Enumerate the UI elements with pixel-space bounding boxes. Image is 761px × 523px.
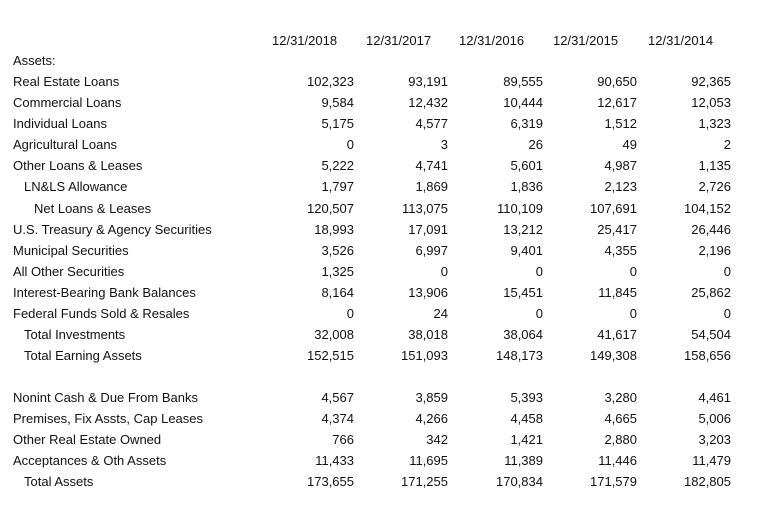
- value-cell: 0: [629, 306, 637, 321]
- value-cell: 4,741: [415, 158, 448, 173]
- value-cell: 49: [622, 137, 637, 152]
- row-label: Total Investments: [24, 327, 126, 342]
- value-cell: 92,365: [691, 74, 731, 89]
- value-cell: 4,987: [604, 158, 637, 173]
- value-cell: 1,135: [698, 158, 731, 173]
- value-cell: 5,175: [321, 116, 354, 131]
- value-cell: 152,515: [307, 348, 354, 363]
- row-label: Total Earning Assets: [24, 348, 142, 363]
- value-cell: 4,577: [415, 116, 448, 131]
- value-cell: 2,123: [604, 179, 637, 194]
- value-cell: 24: [433, 306, 448, 321]
- value-cell: 113,075: [401, 201, 448, 216]
- value-cell: 6,319: [510, 116, 543, 131]
- value-cell: 149,308: [590, 348, 637, 363]
- value-cell: 10,444: [503, 95, 543, 110]
- row-label: Real Estate Loans: [13, 74, 120, 89]
- value-cell: 11,446: [598, 453, 637, 468]
- row-label: U.S. Treasury & Agency Securities: [13, 222, 212, 237]
- value-cell: 32,008: [314, 327, 354, 342]
- row-label: Federal Funds Sold & Resales: [13, 306, 190, 321]
- value-cell: 13,212: [503, 222, 543, 237]
- value-cell: 0: [629, 264, 637, 279]
- value-cell: 182,805: [684, 474, 731, 489]
- value-cell: 11,479: [692, 453, 731, 468]
- row-label: Agricultural Loans: [13, 137, 118, 152]
- value-cell: 3: [440, 137, 448, 152]
- row-label: LN&LS Allowance: [24, 179, 128, 194]
- section-label-assets: Assets:: [13, 53, 56, 68]
- value-cell: 2: [723, 137, 731, 152]
- value-cell: 26: [528, 137, 543, 152]
- value-cell: 4,355: [604, 243, 637, 258]
- value-cell: 9,401: [510, 243, 543, 258]
- value-cell: 5,006: [698, 411, 731, 426]
- value-cell: 11,389: [504, 453, 543, 468]
- value-cell: 0: [440, 264, 448, 279]
- row-label: Premises, Fix Assts, Cap Leases: [13, 411, 204, 426]
- value-cell: 3,203: [698, 432, 731, 447]
- value-cell: 151,093: [401, 348, 448, 363]
- value-cell: 1,325: [321, 264, 354, 279]
- value-cell: 54,504: [691, 327, 731, 342]
- value-cell: 25,862: [691, 285, 731, 300]
- column-header-2015: 12/31/2015: [553, 33, 619, 48]
- value-cell: 4,567: [321, 390, 354, 405]
- value-cell: 1,421: [510, 432, 543, 447]
- value-cell: 1,323: [698, 116, 731, 131]
- value-cell: 158,656: [684, 348, 731, 363]
- row-label: Individual Loans: [13, 116, 107, 131]
- value-cell: 1,836: [510, 179, 543, 194]
- value-cell: 102,323: [307, 74, 354, 89]
- row-label: Other Real Estate Owned: [13, 432, 162, 447]
- value-cell: 93,191: [408, 74, 448, 89]
- value-cell: 2,880: [604, 432, 637, 447]
- value-cell: 173,655: [307, 474, 354, 489]
- value-cell: 107,691: [590, 201, 637, 216]
- value-cell: 11,845: [598, 285, 637, 300]
- row-label: Other Loans & Leases: [13, 158, 143, 173]
- column-header-2017: 12/31/2017: [366, 33, 432, 48]
- value-cell: 12,617: [597, 95, 637, 110]
- value-cell: 104,152: [684, 201, 731, 216]
- row-label: Net Loans & Leases: [34, 201, 152, 216]
- value-cell: 9,584: [321, 95, 354, 110]
- value-cell: 4,458: [510, 411, 543, 426]
- value-cell: 8,164: [321, 285, 354, 300]
- value-cell: 1,797: [321, 179, 354, 194]
- value-cell: 0: [346, 306, 354, 321]
- value-cell: 171,255: [401, 474, 448, 489]
- value-cell: 171,579: [590, 474, 637, 489]
- value-cell: 1,512: [604, 116, 637, 131]
- value-cell: 148,173: [496, 348, 543, 363]
- value-cell: 6,997: [415, 243, 448, 258]
- value-cell: 11,433: [315, 453, 354, 468]
- value-cell: 766: [332, 432, 354, 447]
- row-label: Interest-Bearing Bank Balances: [13, 285, 196, 300]
- column-header-2016: 12/31/2016: [459, 33, 525, 48]
- value-cell: 25,417: [597, 222, 637, 237]
- row-label: Acceptances & Oth Assets: [13, 453, 167, 468]
- value-cell: 15,451: [503, 285, 543, 300]
- value-cell: 26,446: [691, 222, 731, 237]
- value-cell: 4,374: [321, 411, 354, 426]
- value-cell: 13,906: [408, 285, 448, 300]
- value-cell: 12,053: [691, 95, 731, 110]
- value-cell: 0: [346, 137, 354, 152]
- value-cell: 4,665: [604, 411, 637, 426]
- value-cell: 17,091: [408, 222, 448, 237]
- value-cell: 18,993: [314, 222, 354, 237]
- value-cell: 11,695: [409, 453, 448, 468]
- value-cell: 38,018: [408, 327, 448, 342]
- value-cell: 4,266: [415, 411, 448, 426]
- value-cell: 5,222: [321, 158, 354, 173]
- value-cell: 5,393: [510, 390, 543, 405]
- row-label: All Other Securities: [13, 264, 125, 279]
- value-cell: 0: [535, 306, 543, 321]
- value-cell: 90,650: [597, 74, 637, 89]
- value-cell: 89,555: [503, 74, 543, 89]
- value-cell: 38,064: [503, 327, 543, 342]
- value-cell: 1,869: [415, 179, 448, 194]
- value-cell: 0: [723, 306, 731, 321]
- row-label: Municipal Securities: [13, 243, 129, 258]
- row-label: Commercial Loans: [13, 95, 122, 110]
- value-cell: 12,432: [408, 95, 448, 110]
- value-cell: 120,507: [307, 201, 354, 216]
- value-cell: 110,109: [496, 201, 543, 216]
- value-cell: 0: [535, 264, 543, 279]
- value-cell: 2,196: [698, 243, 731, 258]
- value-cell: 3,526: [321, 243, 354, 258]
- value-cell: 342: [426, 432, 448, 447]
- value-cell: 2,726: [698, 179, 731, 194]
- value-cell: 170,834: [496, 474, 543, 489]
- value-cell: 5,601: [510, 158, 543, 173]
- column-header-2014: 12/31/2014: [648, 33, 714, 48]
- value-cell: 0: [723, 264, 731, 279]
- row-label: Total Assets: [24, 474, 94, 489]
- value-cell: 3,859: [415, 390, 448, 405]
- value-cell: 41,617: [597, 327, 637, 342]
- value-cell: 4,461: [698, 390, 731, 405]
- row-label: Nonint Cash & Due From Banks: [13, 390, 198, 405]
- value-cell: 3,280: [604, 390, 637, 405]
- column-header-2018: 12/31/2018: [272, 33, 338, 48]
